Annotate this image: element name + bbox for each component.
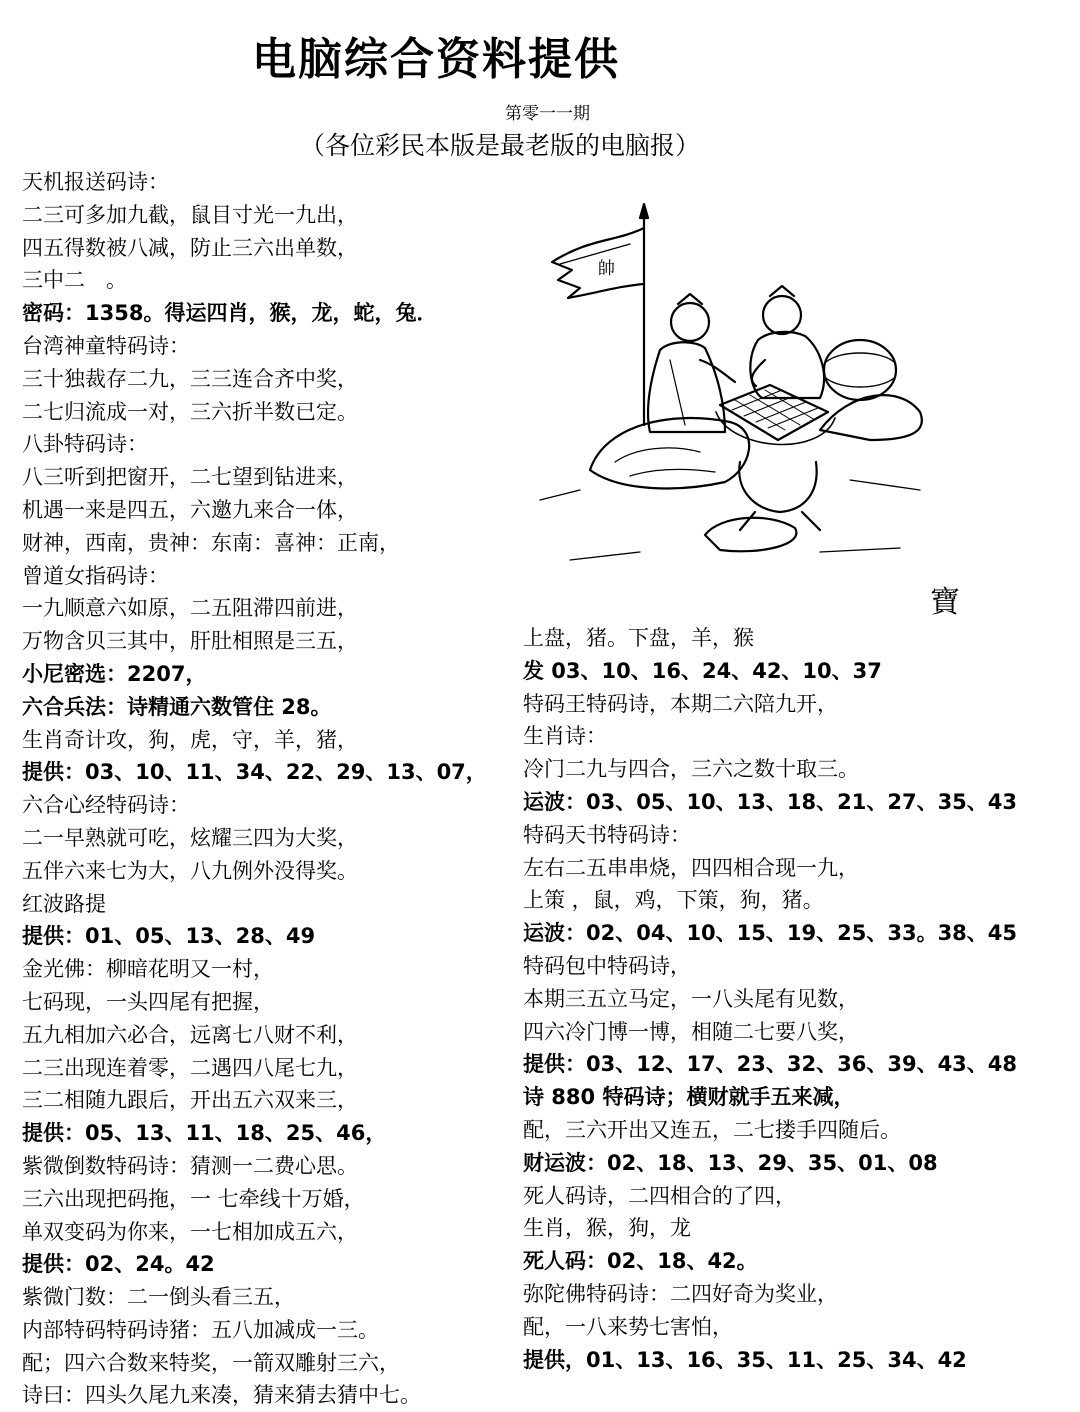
text-line: 六合兵法：诗精通六数管住 28。	[22, 694, 332, 719]
text-line: 四六冷门博一博，相随二七要八奖，	[523, 1019, 859, 1044]
text-line: 提供：01、05、13、28、49	[22, 924, 316, 949]
artist-signature: 寶	[930, 585, 960, 620]
text-line: 六合心经特码诗：	[22, 793, 190, 818]
text-line: 提供，01、13、16、35、11、25、34、42	[523, 1347, 967, 1372]
text-line: 紫微倒数特码诗：猜测一二费心思。	[22, 1153, 358, 1178]
text-line: 提供：03、12、17、23、32、36、39、43、48	[523, 1052, 1018, 1077]
flag-character: 帥	[598, 259, 615, 279]
right-column	[523, 622, 1073, 1376]
text-line: 曾道女指码诗：	[22, 563, 169, 588]
text-line: 特码天书特码诗：	[523, 822, 691, 847]
text-line: 三十独裁存二九，三三连合齐中奖，	[22, 366, 358, 391]
text-line: 金光佛：柳暗花明又一村，	[22, 957, 274, 982]
text-line: 二三可多加九截，鼠目寸光一九出，	[22, 202, 358, 227]
text-line: 一九顺意六如原，二五阻滞四前进，	[22, 596, 358, 621]
text-line: 冷门二九与四合，三六之数十取三。	[523, 757, 859, 782]
text-line: 本期三五立马定，一八头尾有见数，	[523, 986, 859, 1011]
text-line: 密码：1358。得运四肖，猴，龙，蛇，兔．	[22, 301, 438, 326]
text-line: 弥陀佛特码诗：二四好奇为奖业，	[523, 1281, 838, 1306]
text-line: 四五得数被八减，防止三六出单数，	[22, 235, 358, 260]
text-line: 万物含贝三其中，肝肚相照是三五，	[22, 629, 358, 654]
text-line: 小尼密选：2207，	[22, 661, 207, 686]
text-line: 特码包中特码诗，	[523, 953, 691, 978]
text-line: 配，三六开出又连五，二七搂手四随后。	[523, 1117, 901, 1142]
text-line: 左右二五串串烧，四四相合现一九，	[523, 855, 859, 880]
text-line: 七码现，一头四尾有把握，	[22, 989, 274, 1014]
text-line: 死人码：02、18、42。	[523, 1249, 758, 1274]
left-column	[22, 166, 517, 1412]
text-line: 生肖奇计攻，狗，虎，守，羊，猪，	[22, 727, 358, 752]
text-line: 二三出现连着零，二遇四八尾七九，	[22, 1055, 358, 1080]
text-line: 运波：02、04、10、15、19、25、33。38、45	[523, 921, 1018, 946]
text-line: 三二相随九跟后，开出五六双来三，	[22, 1088, 358, 1113]
text-line: 财神，西南，贵神：东南：喜神：正南，	[22, 530, 400, 555]
text-line: 上盘，猪。下盘，羊，猴	[523, 626, 754, 650]
text-line: 提供：02、24。42	[22, 1252, 215, 1277]
chess-players-illustration	[520, 200, 1000, 620]
text-line: 五九相加六必合，远离七八财不利，	[22, 1022, 358, 1047]
text-line: 紫微门数：二一倒头看三五，	[22, 1285, 295, 1310]
text-line: 特码王特码诗，本期二六陪九开，	[523, 691, 838, 716]
text-line: 发 03、10、16、24、42、10、37	[523, 658, 882, 683]
text-line: 财运波：02、18、13、29、35、01、08	[523, 1150, 938, 1175]
text-line: 内部特码特码诗猪：五八加减成一三。	[22, 1317, 379, 1342]
text-line: 生肖诗：	[523, 724, 607, 749]
text-line: 上策 ，鼠，鸡，下策，狗，猪。	[523, 888, 824, 913]
text-line: 运波：03、05、10、13、18、21、27、35、43	[523, 789, 1018, 814]
text-line: 生肖，猴，狗，龙	[523, 1216, 691, 1241]
text-line: 提供：03、10、11、34、22、29、13、07，	[22, 760, 487, 785]
text-line: 台湾神童特码诗：	[22, 333, 190, 358]
text-line: 机遇一来是四五，六邀九来合一体，	[22, 497, 358, 522]
text-line: 单双变码为你来，一七相加成五六，	[22, 1219, 358, 1244]
text-line: 二一早熟就可吃，炫耀三四为大奖，	[22, 825, 358, 850]
text-line: 三六出现把码拖，一 七牵线十万婚，	[22, 1186, 365, 1211]
page-title: 电脑综合资料提供	[252, 34, 620, 85]
text-line: 死人码诗，二四相合的了四，	[523, 1183, 796, 1208]
text-line: 诗曰：四头久尾九来凑，猜来猜去猜中七。	[22, 1383, 421, 1408]
text-line: 配；四六合数来特奖，一箭双雕射三六，	[22, 1350, 400, 1375]
text-line: 八卦特码诗：	[22, 432, 148, 457]
text-line: 天机报送码诗：	[22, 170, 169, 194]
text-line: 提供：05、13、11、18、25、46，	[22, 1121, 387, 1146]
text-line: 二七归流成一对，三六折半数已定。	[22, 399, 358, 424]
text-line: 配，一八来势七害怕，	[523, 1314, 733, 1339]
text-line: 红波路提	[22, 891, 106, 916]
text-line: 五伴六来七为大，八九例外没得奖。	[22, 858, 358, 883]
issue-number: 第零一一期	[505, 104, 590, 124]
text-line: 八三听到把窗开，二七望到钻进来，	[22, 465, 358, 490]
page-subtitle: （各位彩民本版是最老版的电脑报）	[300, 131, 701, 160]
text-line: 三中二 。	[22, 268, 127, 293]
text-line: 诗 880 特码诗；横财就手五来减，	[523, 1085, 855, 1110]
